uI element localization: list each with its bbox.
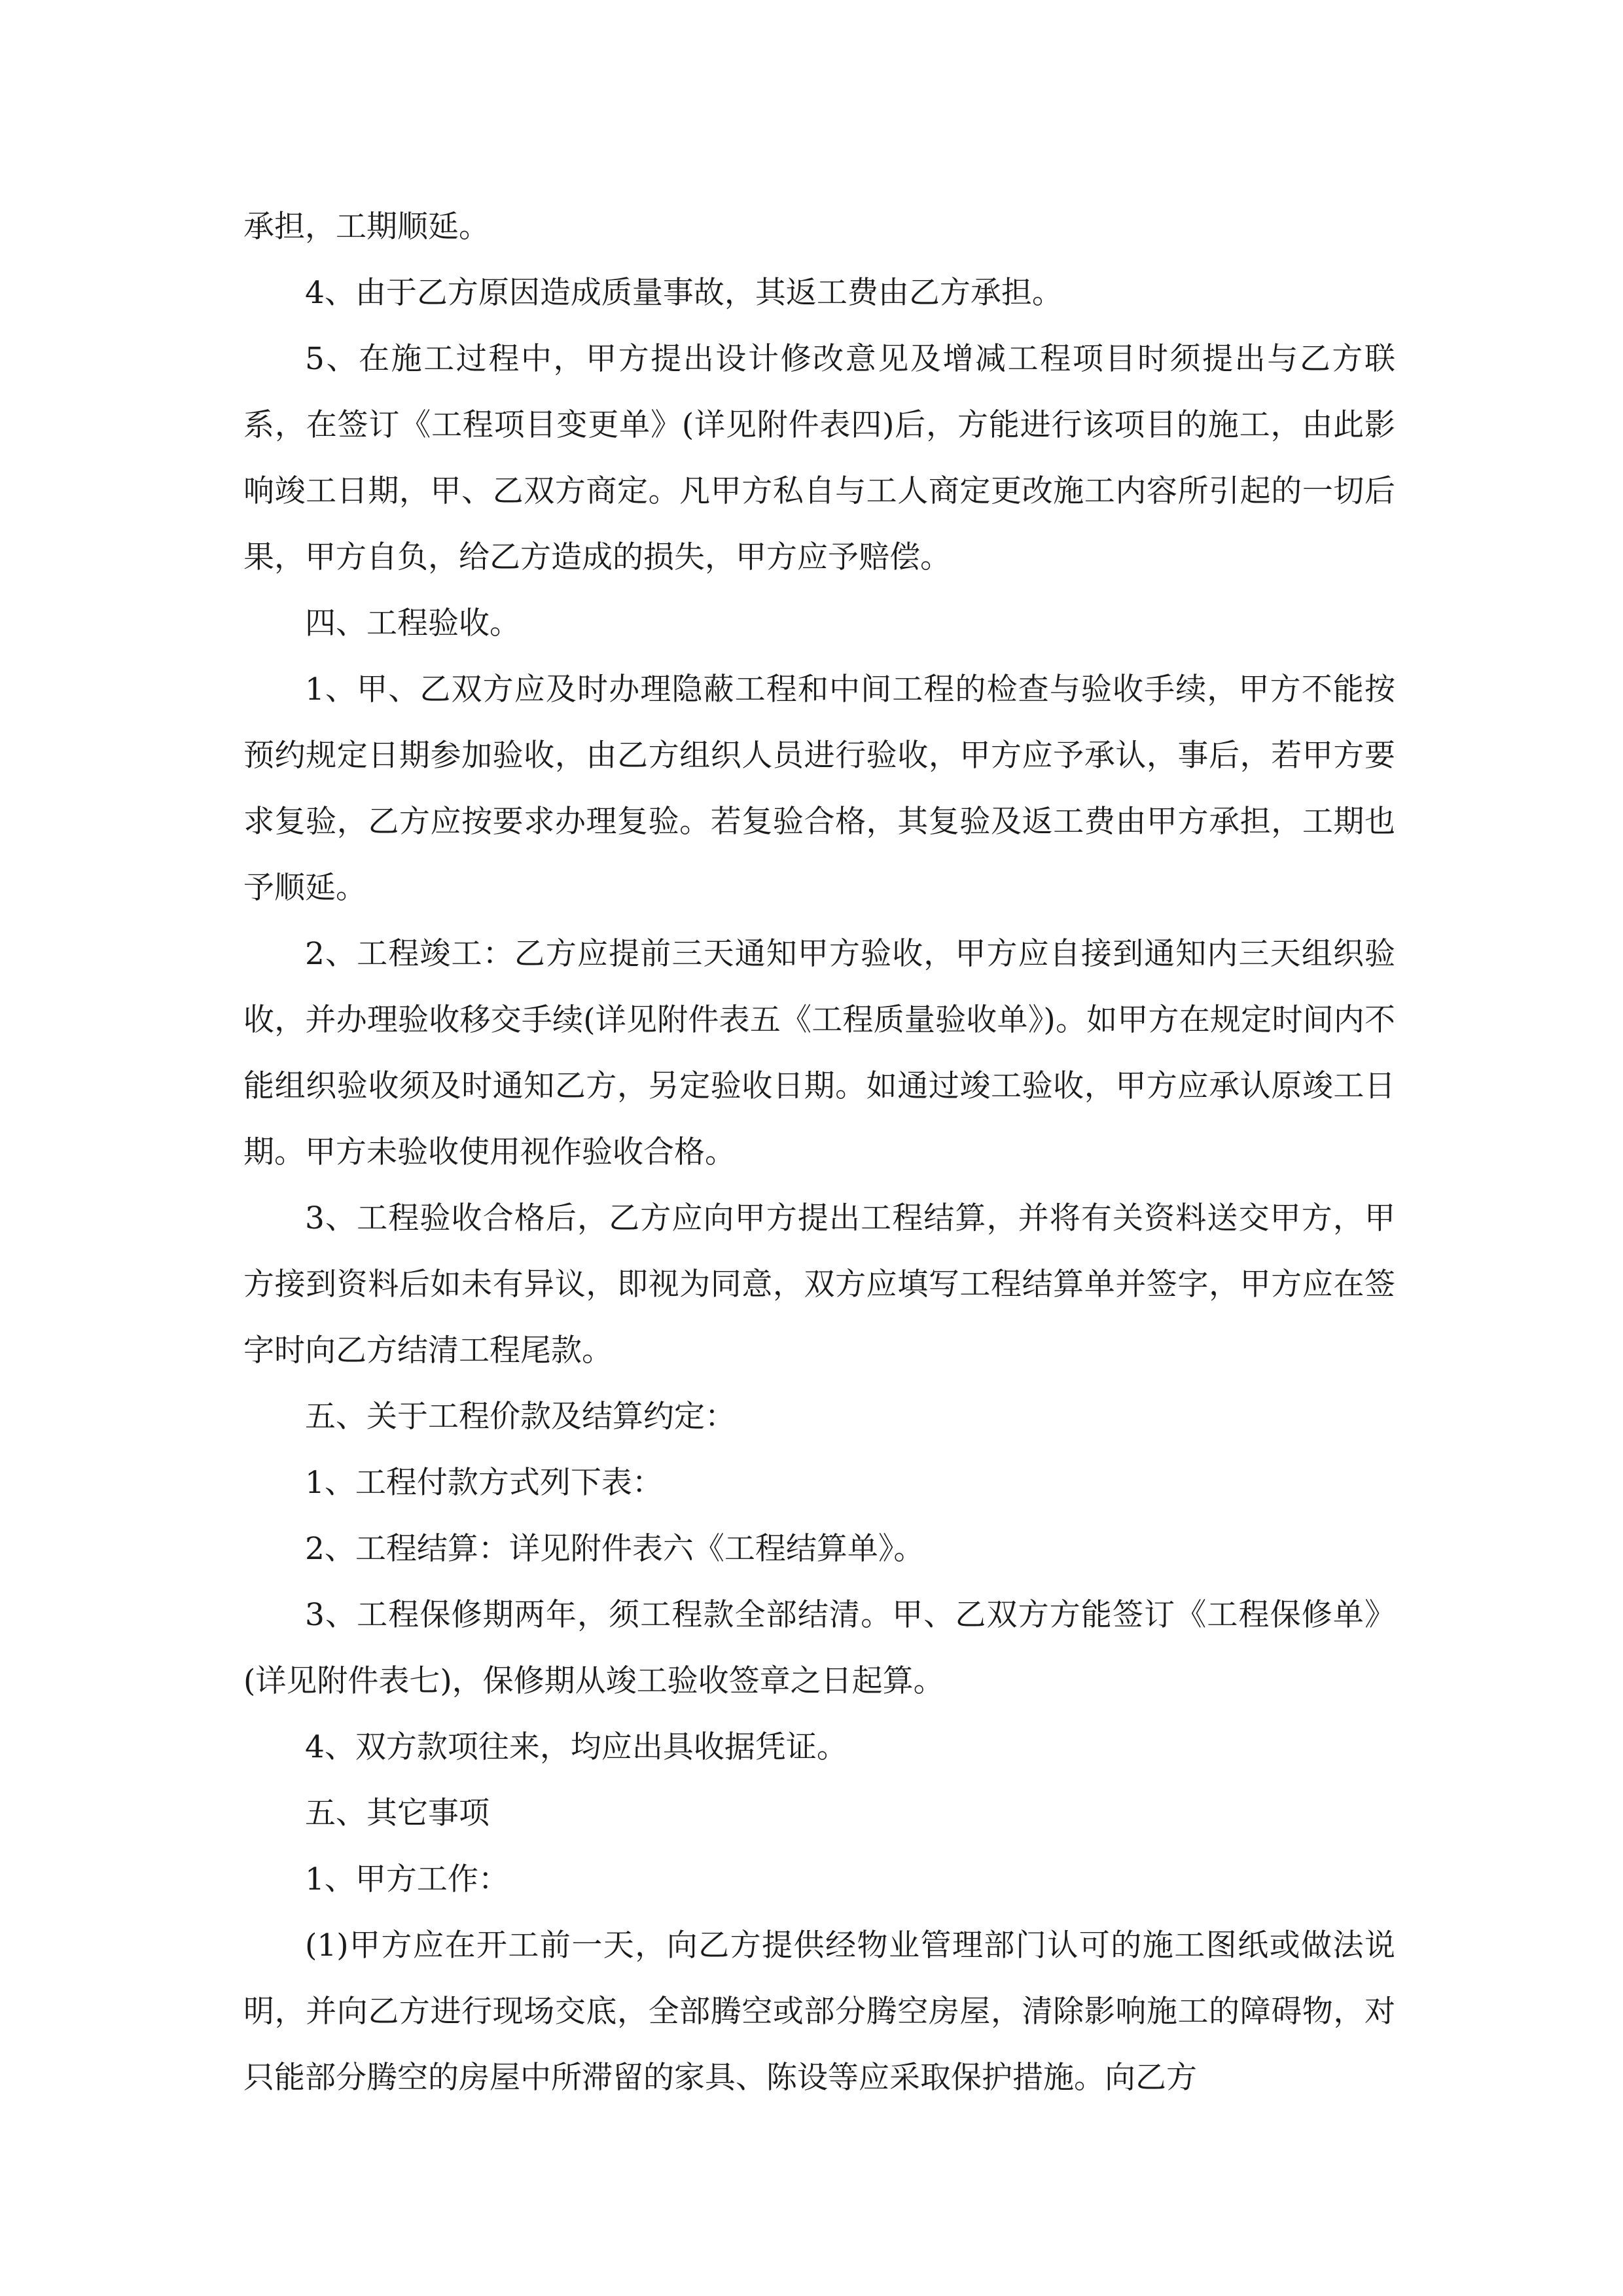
paragraph-acceptance-3-settlement: 3、工程验收合格后，乙方应向甲方提出工程结算，并将有关资料送交甲方，甲方接到资料后如未有异议，即视为同意，双方应填写工程结算单并签字，甲方应在签字时向乙方结清工程尾款。: [243, 1200, 1395, 1369]
paragraph-party-a-work-1: (1)甲方应在开工前一天，向乙方提供经物业管理部门认可的施工图纸或做法说明，并向乙方进行现场交底，全部腾空或部分腾空房屋，清除影响施工的障碍物，对只能部分腾空的房屋中所滞留的家具、陈设等应采取保护措施。向乙方: [243, 1928, 1395, 2096]
section-heading-other-matters: 五、其它事项: [305, 1795, 490, 1831]
paragraph-payment-3-warranty: 3、工程保修期两年，须工程款全部结清。甲、乙双方方能签订《工程保修单》(详见附件表七)，保修期从竣工验收签章之日起算。: [243, 1597, 1395, 1699]
paragraph-clause-4-quality-accident: 4、由于乙方原因造成质量事故，其返工费由乙方承担。: [305, 275, 1063, 311]
paragraph-clause-5-design-change: 5、在施工过程中，甲方提出设计修改意见及增减工程项目时须提出与乙方联系，在签订《工程项目变更单》(详见附件表四)后，方能进行该项目的施工，由此影响竣工日期，甲、乙双方商定。凡甲方私自与工人商定更改施工内容所引起的一切后果，甲方自负，给乙方造成的损失，甲方应予赔偿。: [243, 341, 1395, 575]
contract-body-text: [243, 194, 1395, 2111]
paragraph-continuation: 承担，工期顺延。: [243, 209, 490, 245]
paragraph-payment-2: 2、工程结算：详见附件表六《工程结算单》。: [305, 1531, 925, 1567]
section-heading-acceptance: 四、工程验收。: [305, 605, 520, 641]
paragraph-payment-1: 1、工程付款方式列下表：: [305, 1465, 663, 1501]
section-heading-price-settlement: 五、关于工程价款及结算约定：: [305, 1399, 736, 1435]
paragraph-payment-4-receipts: 4、双方款项往来，均应出具收据凭证。: [305, 1729, 847, 1765]
paragraph-acceptance-2-completion: 2、工程竣工：乙方应提前三天通知甲方验收，甲方应自接到通知内三天组织验收，并办理验收移交手续(详见附件表五《工程质量验收单》)。如甲方在规定时间内不能组织验收须及时通知乙方，另定验收日期。如通过竣工验收，甲方应承认原竣工日期。甲方未验收使用视作验收合格。: [243, 936, 1395, 1170]
paragraph-party-a-work: 1、甲方工作：: [305, 1861, 509, 1897]
paragraph-acceptance-1: 1、甲、乙双方应及时办理隐蔽工程和中间工程的检查与验收手续，甲方不能按预约规定日期参加验收，由乙方组织人员进行验收，甲方应予承认，事后，若甲方要求复验，乙方应按要求办理复验。若复验合格，其复验及返工费由甲方承担，工期也予顺延。: [243, 672, 1395, 906]
